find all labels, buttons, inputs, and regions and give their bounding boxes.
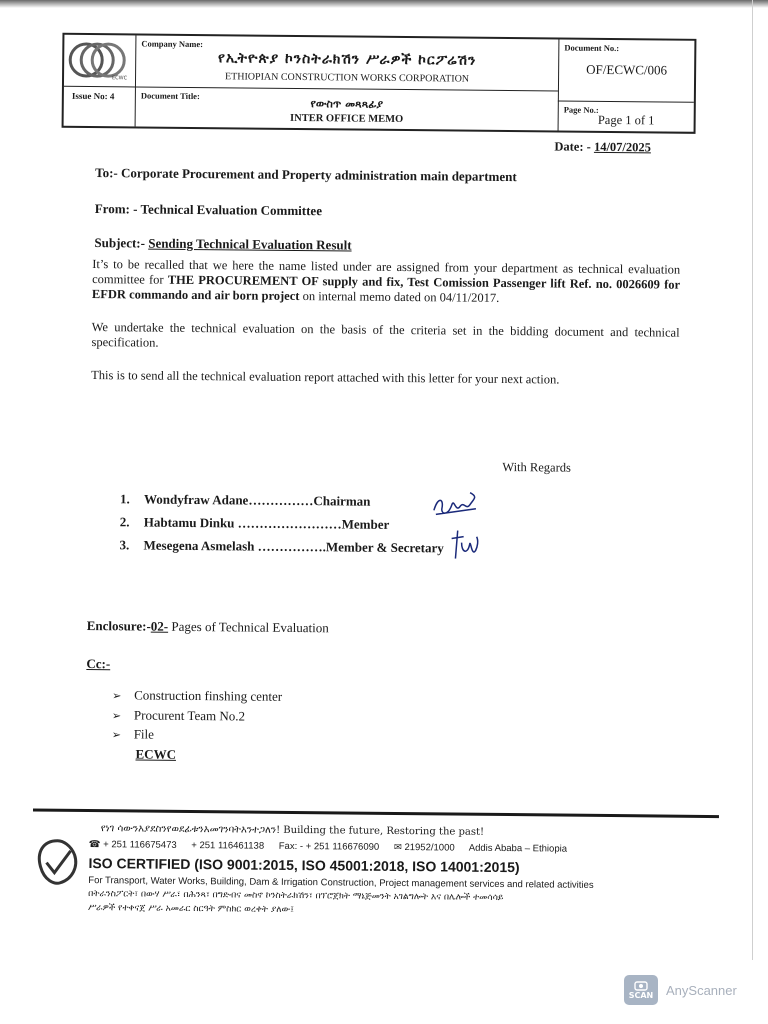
memo-date — [554, 139, 651, 155]
member-name-role: Mesegena Asmelash …………….Member & Secretary — [143, 537, 444, 556]
footer-contacts — [89, 839, 579, 855]
cc-item-text: Procurent Team No.2 — [133, 707, 246, 724]
iso-standards: (ISO 9001:2015, ISO 45001:2018, ISO 14001:2015) — [190, 856, 520, 876]
arrow-bullet-icon: ➢ — [112, 690, 122, 703]
cc-item-text: File — [133, 726, 155, 742]
committee-member — [120, 491, 371, 509]
body-paragraph-2: We undertake the technical evaluation on the basis of the criteria set in the bidding document and technical specification. — [91, 320, 680, 350]
subject-label: Subject:- — [94, 235, 149, 251]
company-name-amharic: የኢትዮጵያ ኮንስትራክሽን ሥራዎች ኮርፖሬሽን — [217, 50, 477, 69]
scanner-watermark — [624, 975, 737, 1005]
cc-item — [112, 687, 282, 705]
company-name-cell — [136, 35, 558, 91]
footer-activities-english: For Transport, Water Works, Building, Dam & Irrigation Construction, Project management services and related activities — [88, 875, 594, 891]
enclosure-text: Pages of Technical Evaluation — [168, 618, 329, 636]
footer-activities-amharic-1: በትራንስፖርት፣ በውሃ ሥራ፣ በሕንጻ፣ በግድብና መስኖ ኮንስትራክሽን፣ በፕሮጀክት ማኔጅመንት አገልግሎት እና በሌሎች ተመሳሳይ — [88, 889, 504, 904]
committee-member — [119, 537, 443, 556]
member-name-role: Wondyfraw Adane……………Chairman — [143, 491, 371, 509]
cc-organization: ECWC — [135, 746, 177, 762]
company-logo — [64, 35, 136, 88]
memo-to: To:- Corporate Procurement and Property administration main department — [95, 165, 517, 185]
page-number-value: Page 1 of 1 — [597, 112, 655, 128]
document-number-cell — [558, 39, 695, 102]
city-country: Addis Ababa – Ethiopia — [468, 842, 568, 855]
footer-logo-icon — [32, 836, 82, 888]
fax-number: Fax: - + 251 116676090 — [278, 840, 380, 853]
footer-divider — [33, 808, 719, 818]
document-header-table — [62, 33, 697, 134]
phone-1: ☎ + 251 116675473 — [88, 839, 177, 851]
date-label: Date: - — [554, 139, 591, 154]
footer-activities-amharic-2: ሥራዎች የተቀናጀ ሥራ አመራር ስርዓት ምስክር ወረቀት ያለው፤ — [88, 903, 294, 916]
iso-certification — [88, 855, 519, 875]
company-name-english: ETHIOPIAN CONSTRUCTION WORKS CORPORATION — [225, 71, 470, 85]
cc-item — [112, 726, 154, 742]
iso-label: ISO CERTIFIED — [88, 855, 191, 873]
cc-item-text: Construction finshing center — [134, 687, 283, 704]
company-name-label: Company Name: — [141, 38, 204, 50]
page-number-cell — [558, 101, 694, 131]
scan-badge-label: SCAN — [628, 991, 654, 1000]
committee-member — [120, 514, 390, 533]
document-title-amharic: የውስጥ መጻጻፊያ — [310, 97, 384, 111]
document-title-cell — [136, 87, 558, 130]
po-box: ✉ 21952/1000 — [393, 841, 455, 854]
phone-2: + 251 116461138 — [191, 840, 265, 852]
closing-regards: With Regards — [502, 459, 571, 475]
footer-slogan: የነገ ሳውንእያደስንየወደፊቱንእመገንባትእንተጋለን! Building the future, Restoring the past! — [100, 823, 485, 838]
arrow-bullet-icon: ➢ — [111, 710, 122, 723]
document-number-value: OF/ECWC/006 — [586, 61, 668, 78]
camera-icon — [634, 980, 648, 991]
body-paragraph-1 — [92, 257, 680, 308]
chairman-signature — [430, 486, 482, 522]
member-number: 2. — [119, 514, 130, 530]
paragraph-1-reference: on internal memo dated on 04/11/2017. — [299, 289, 500, 305]
body-paragraph-3: This is to send all the technical evaluation report attached with this letter for your next action. — [91, 368, 560, 387]
enclosure-line — [87, 618, 329, 636]
issue-number: Issue No: 4 — [64, 87, 136, 127]
cc-item — [112, 707, 245, 724]
subject-value: Sending Technical Evaluation Result — [148, 235, 352, 253]
document-title-label: Document Title: — [140, 90, 200, 102]
document-number-label: Document No.: — [564, 42, 620, 54]
member-number: 1. — [119, 491, 130, 507]
paragraph-1-intro: It’s to be recalled that we here the name listed under are assigned from your department as technical evaluation committee for — [92, 257, 681, 287]
date-value: 14/07/2025 — [593, 139, 651, 155]
page-number-label: Page No.: — [563, 104, 599, 115]
member-signature — [449, 526, 481, 562]
scan-badge-icon — [624, 975, 658, 1005]
paragraph-1-procurement: THE PROCUREMENT OF supply and fix, Test Comission Passenger lift Ref. no. 0026609 for EFDR commando and air born project — [91, 272, 681, 304]
company-footer — [88, 823, 689, 916]
memo-subject — [94, 235, 351, 253]
svg-text:ECWC: ECWC — [112, 75, 128, 82]
scanner-app-name: AnyScanner — [666, 982, 737, 998]
member-name-role: Habtamu Dinku ……………………Member — [143, 514, 390, 532]
arrow-bullet-icon: ➢ — [111, 729, 122, 742]
memo-from: From: - Technical Evaluation Committee — [94, 201, 323, 219]
member-number: 3. — [119, 537, 130, 553]
ecwc-logo-icon — [64, 35, 134, 86]
cc-label: Cc:- — [86, 655, 111, 672]
document-title-english: INTER OFFICE MEMO — [290, 112, 404, 126]
enclosure-count: 02- — [150, 618, 169, 634]
enclosure-label: Enclosure:- — [86, 617, 151, 634]
